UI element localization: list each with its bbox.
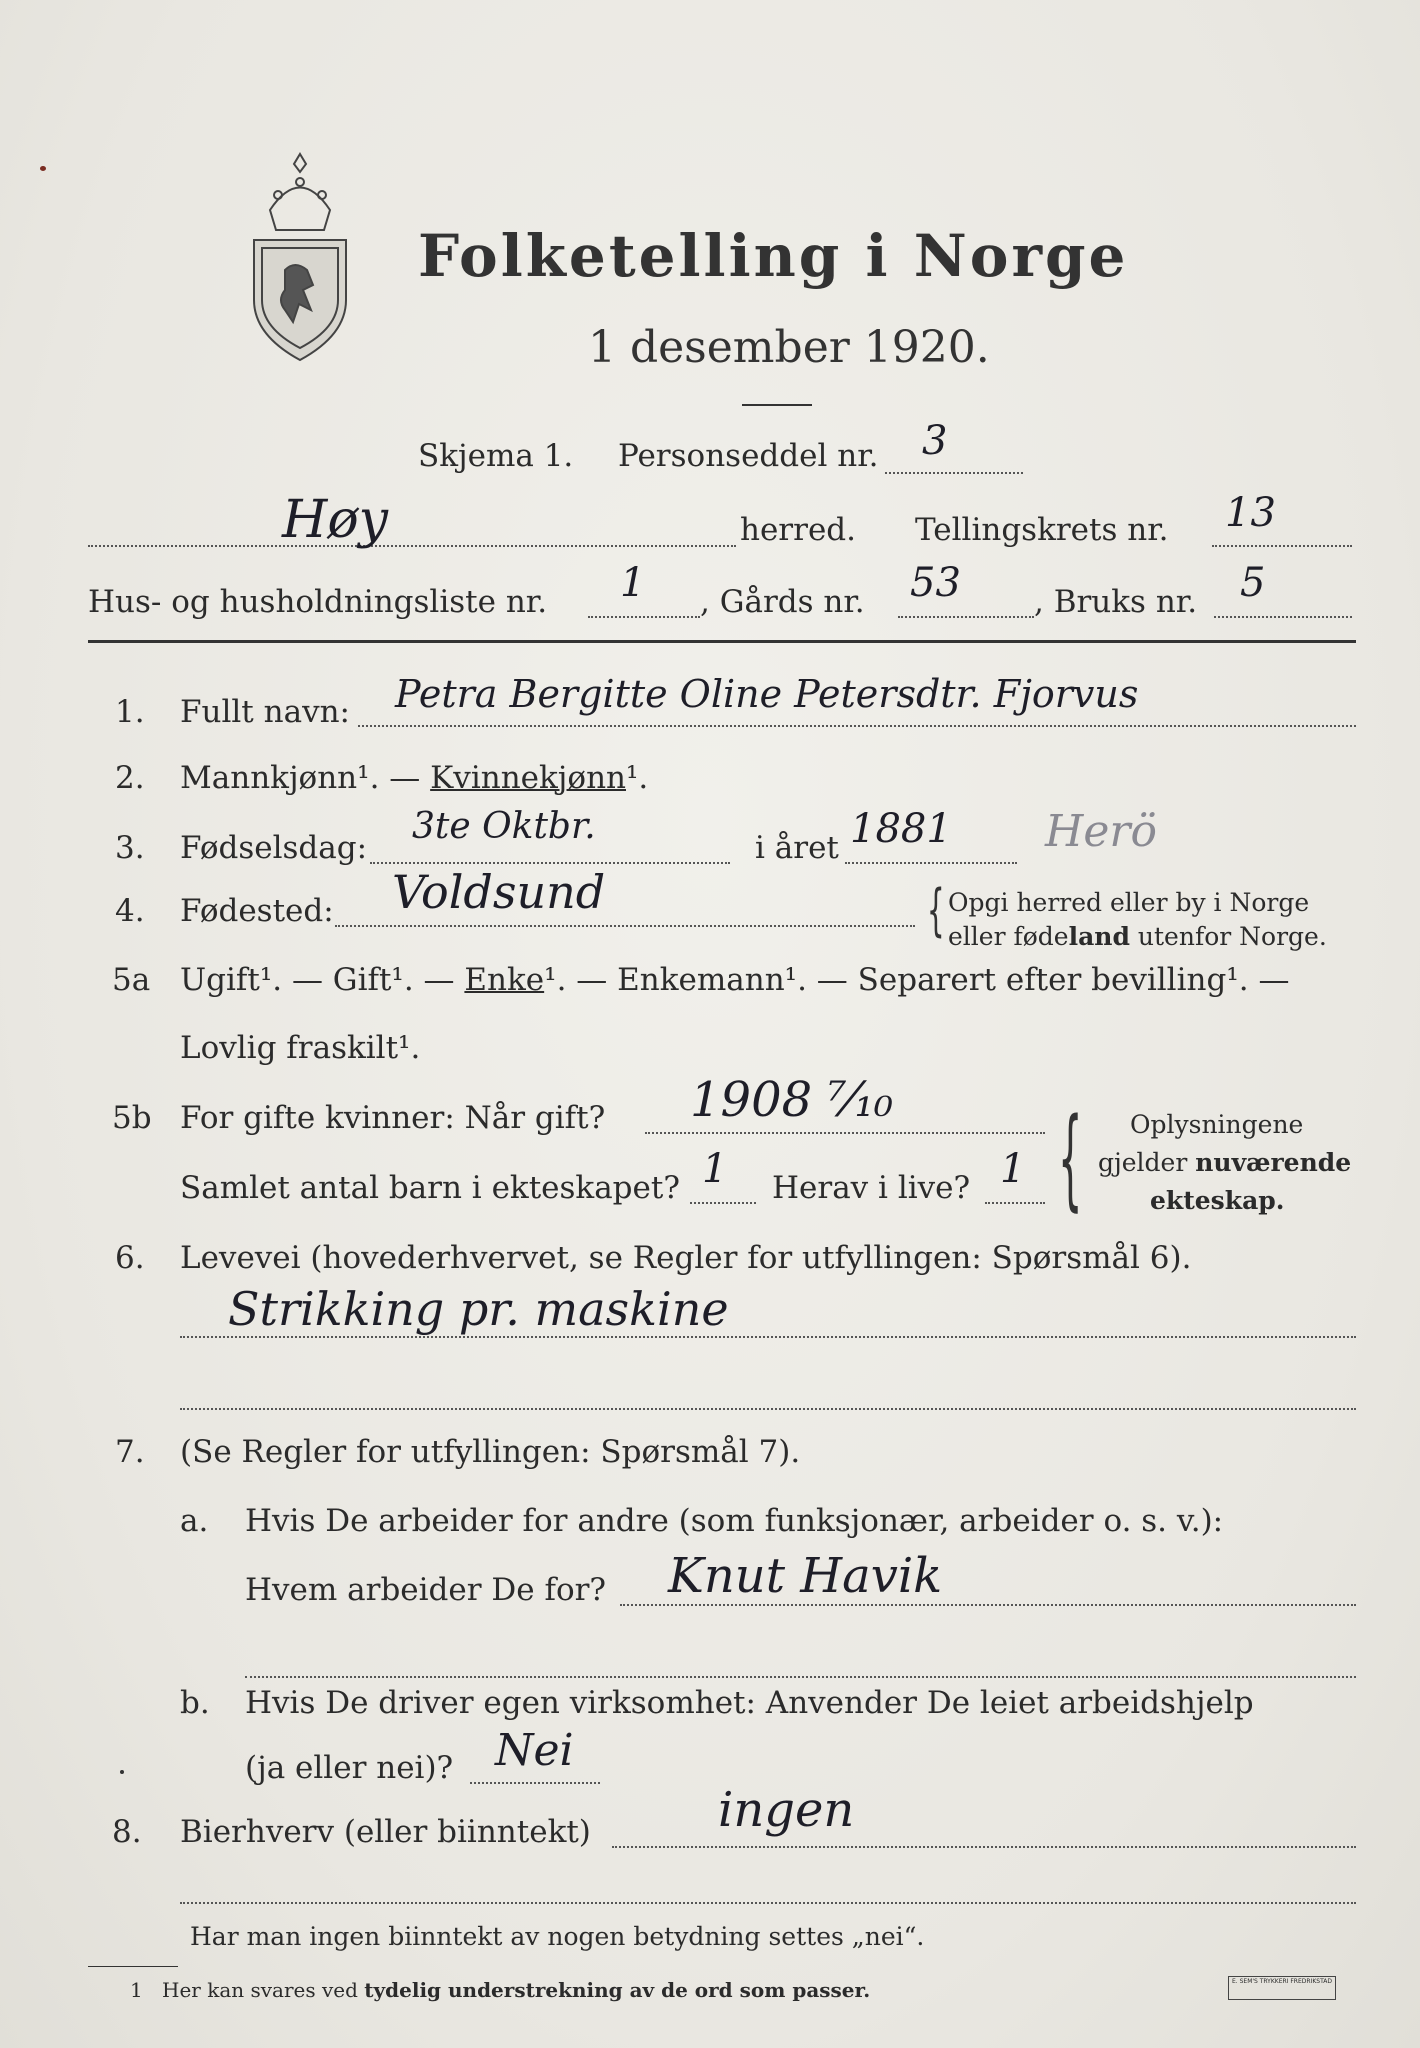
hus-value: 1 <box>620 560 646 606</box>
q7b-letter: b. <box>180 1685 210 1721</box>
q1-field[interactable] <box>358 725 1356 727</box>
q7a-field-line2[interactable] <box>245 1676 1356 1678</box>
q7b-sub-label: (ja eller nei)? <box>245 1750 454 1786</box>
q5b-label: For gifte kvinner: Når gift? <box>180 1100 606 1136</box>
personseddel-label: Personseddel nr. <box>618 438 879 474</box>
q3-year-label: i året <box>755 830 839 866</box>
tellingskrets-label: Tellingskrets nr. <box>915 512 1169 548</box>
herred-label: herred. <box>740 512 856 548</box>
q4-note-line2: eller fødeland utenfor Norge. <box>948 922 1327 951</box>
footnote-divider <box>88 1966 178 1967</box>
header-divider <box>88 640 1356 643</box>
footnote-number: 1 <box>130 1978 143 2002</box>
q7a-field[interactable] <box>620 1604 1356 1606</box>
q4-value: Voldsund <box>392 865 606 919</box>
ink-spot <box>40 166 46 171</box>
q7a-letter: a. <box>180 1503 209 1539</box>
q5a-enke-option[interactable]: Enke <box>464 962 545 998</box>
q5b-note-line3: ekteskap. <box>1150 1186 1285 1215</box>
census-date: 1 desember 1920. <box>588 322 990 373</box>
q4-label: Fødested: <box>180 893 334 929</box>
q7a-value: Knut Havik <box>668 1548 943 1604</box>
herred-field[interactable] <box>88 545 736 547</box>
q5b-children-field[interactable] <box>690 1202 756 1204</box>
tellingskrets-value: 13 <box>1225 490 1276 536</box>
q3-value: 3te Oktbr. <box>412 806 596 847</box>
bruks-field[interactable] <box>1214 616 1352 618</box>
gaards-value: 53 <box>910 560 961 606</box>
bruks-value: 5 <box>1240 560 1266 606</box>
q1-number: 1. <box>115 694 145 730</box>
hus-field[interactable] <box>588 616 700 618</box>
personseddel-field[interactable] <box>885 472 1023 474</box>
q2-male-option[interactable]: Mannkjønn¹. — <box>180 760 431 796</box>
herred-value: Høy <box>282 490 389 550</box>
q5b-children-label: Samlet antal barn i ekteskapet? <box>180 1170 680 1206</box>
q2-female-option[interactable]: Kvinnekjønn <box>430 760 626 796</box>
q5b-value: 1908 ⁷⁄₁₀ <box>690 1072 894 1128</box>
q5b-number: 5b <box>112 1100 152 1136</box>
q3-year-value: 1881 <box>850 806 952 852</box>
q2-options <box>180 760 648 796</box>
q8-number: 8. <box>112 1814 142 1850</box>
q3-field[interactable] <box>370 862 730 864</box>
q5a-options: Ugift¹. — Gift¹. — Enke¹. — Enkemann¹. — Separert efter bevilling¹. — <box>180 962 1290 998</box>
q2-female-sup: ¹. <box>626 760 649 796</box>
q4-number: 4. <box>115 893 145 929</box>
q2-number: 2. <box>115 760 145 796</box>
q3-label: Fødselsdag: <box>180 830 368 866</box>
q6-field-line1[interactable] <box>180 1336 1356 1338</box>
q1-label: Fullt navn: <box>180 694 350 730</box>
q5b-note-brace: { <box>1058 1094 1083 1222</box>
q4-note-brace: { <box>926 878 945 943</box>
footnote-text: Her kan svares ved tydelig understrekning av de ord som passer. <box>162 1978 871 2002</box>
q5b-alive-field[interactable] <box>985 1202 1045 1204</box>
q7b-value: Nei <box>495 1725 574 1776</box>
title-divider <box>742 404 812 406</box>
q8-label: Bierhverv (eller biinntekt) <box>180 1814 591 1850</box>
q5a-line2: Lovlig fraskilt¹. <box>180 1030 421 1066</box>
q8-note: Har man ingen biinntekt av nogen betydning settes „nei“. <box>190 1922 925 1951</box>
q7-number: 7. <box>115 1434 145 1470</box>
gaards-field[interactable] <box>898 616 1034 618</box>
q5b-children-value: 1 <box>702 1146 728 1192</box>
q4-field[interactable] <box>335 925 915 927</box>
q1-value: Petra Bergitte Oline Petersdtr. Fjorvus <box>395 672 1139 716</box>
q3-year-field[interactable] <box>845 862 1017 864</box>
q5a-number: 5a <box>112 962 151 998</box>
q6-value: Strikking pr. maskine <box>228 1282 729 1336</box>
personseddel-value: 3 <box>922 418 948 464</box>
q5b-note-line1: Oplysningene <box>1130 1110 1304 1139</box>
q6-label: Levevei (hovederhvervet, se Regler for utfyllingen: Spørsmål 6). <box>180 1240 1192 1276</box>
printer-stamp: E. SEM'S TRYKKERI FREDRIKSTAD <box>1228 1976 1336 2000</box>
q3-annotation: Herö <box>1045 806 1157 857</box>
q5b-alive-label: Herav i live? <box>772 1170 971 1206</box>
q7b-field[interactable] <box>470 1782 600 1784</box>
form-title: Folketelling i Norge <box>418 222 1129 290</box>
tellingskrets-field[interactable] <box>1212 545 1352 547</box>
schema-label: Skjema 1. <box>418 438 574 474</box>
ink-spot <box>120 1770 124 1774</box>
q4-note-line1: Opgi herred eller by i Norge <box>948 888 1310 917</box>
q5b-field[interactable] <box>645 1132 1045 1134</box>
norway-coat-of-arms-icon <box>240 150 360 365</box>
q7-label: (Se Regler for utfyllingen: Spørsmål 7). <box>180 1434 801 1470</box>
bruks-label: , Bruks nr. <box>1034 584 1198 620</box>
q7b-label: Hvis De driver egen virksomhet: Anvender De leiet arbeidshjelp <box>245 1685 1254 1721</box>
q7a-sub-label: Hvem arbeider De for? <box>245 1572 607 1608</box>
q5b-alive-value: 1 <box>1000 1146 1026 1192</box>
q8-field[interactable] <box>612 1846 1356 1848</box>
q8-value: ingen <box>718 1782 855 1838</box>
q5b-note-line2: gjelder nuværende <box>1098 1148 1352 1177</box>
gaards-label: , Gårds nr. <box>700 584 865 620</box>
q6-field-line2[interactable] <box>180 1408 1356 1410</box>
q7a-label: Hvis De arbeider for andre (som funksjonær, arbeider o. s. v.): <box>245 1503 1224 1539</box>
hus-label: Hus- og husholdningsliste nr. <box>88 584 548 620</box>
q3-number: 3. <box>115 830 145 866</box>
q6-number: 6. <box>115 1240 145 1276</box>
q8-field-line2[interactable] <box>180 1902 1356 1904</box>
